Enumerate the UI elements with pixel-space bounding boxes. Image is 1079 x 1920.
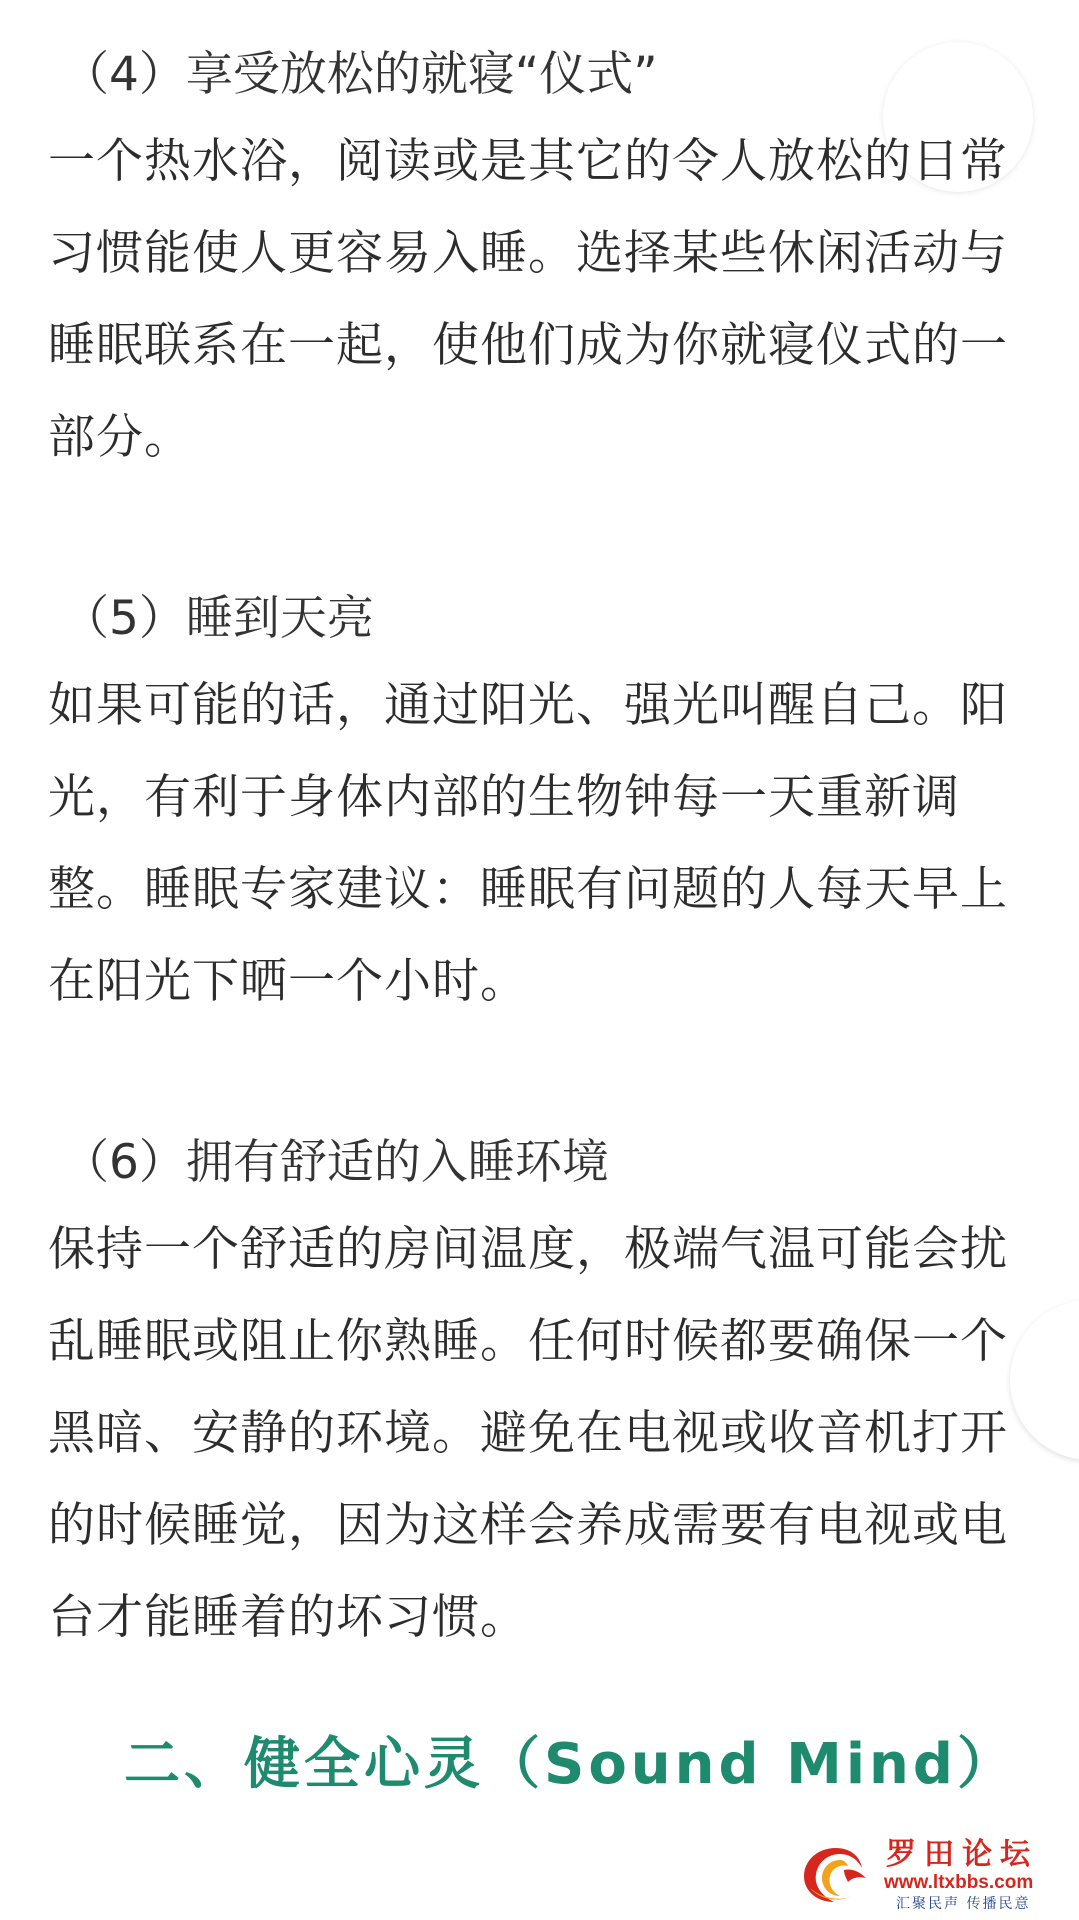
watermark-url: www.ltxbbs.com — [884, 1872, 1034, 1893]
section-heading-6: （6）拥有舒适的入睡环境 — [62, 1135, 609, 1190]
section-body-5: 如果可能的话，通过阳光、强光叫醒自己。阳光，有利于身体内部的生物钟每一天重新调整。睡眠专家建议：睡眠有问题的人每天早上在阳光下晒一个小时。 — [48, 678, 1008, 1009]
section-heading-5: （5）睡到天亮 — [62, 591, 374, 646]
phoenix-logo-icon — [800, 1842, 872, 1906]
watermark-name: 罗田论坛 — [886, 1837, 1038, 1872]
section-body-4: 一个热水浴，阅读或是其它的令人放松的日常习惯能使人更容易入睡。选择某些休闲活动与睡眠联系在一起，使他们成为你就寝仪式的一部分。 — [48, 134, 1008, 465]
site-watermark — [800, 1838, 1070, 1916]
section-title: 二、健全心灵（Sound Mind） — [124, 1732, 1017, 1797]
spacer — [48, 1028, 1038, 1128]
section-body-6: 保持一个舒适的房间温度，极端气温可能会扰乱睡眠或阻止你熟睡。任何时候都要确保一个黑暗、安静的环境。避免在电视或收音机打开的时候睡觉，因为这样会养成需要有电视或电台才能睡着的坏习惯。 — [48, 1222, 1008, 1645]
watermark-slogan: 汇聚民声 传播民意 — [896, 1896, 1031, 1912]
spacer — [48, 484, 1038, 584]
section-heading-4: （4）享受放松的就寝“仪式” — [62, 47, 658, 102]
article-content — [48, 40, 1038, 1664]
